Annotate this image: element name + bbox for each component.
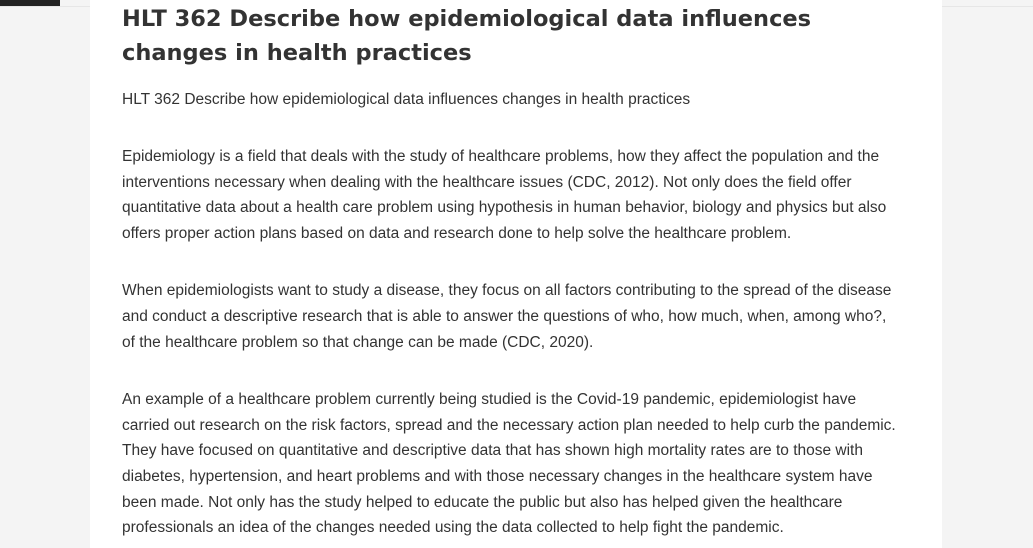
article-card — [90, 0, 942, 548]
article-paragraph-2: When epidemiologists want to study a disease, they focus on all factors contributing to the spread of the disease and conduct a descriptive research that is able to answer the questions of who, how much, when, among who?, of the healthcare problem so that change can be made (CDC, 2020). — [122, 282, 892, 351]
header-tab-indicator — [0, 0, 60, 6]
article-title: HLT 362 Describe how epidemiological data influences changes in health practices — [122, 6, 812, 66]
article-paragraph-3: An example of a healthcare problem currently being studied is the Covid-19 pandemic, epidemiologist have carried out research on the risk factors, spread and the necessary action plan needed to help curb the pandemic. They have focused on quantitative and descriptive data that has shown high mortality rates are to those with diabetes, hypertension, and heart problems and with those necessary changes in the healthcare system have been made. Not only has the study helped to educate the public but also has helped given the healthcare professionals an idea of the changes needed using the data collected to help fight the pandemic. — [122, 391, 896, 537]
article-subtitle: HLT 362 Describe how epidemiological data influences changes in health practices — [122, 91, 691, 108]
article-paragraph-1: Epidemiology is a field that deals with the study of healthcare problems, how they affect the population and the interventions necessary when dealing with the healthcare issues (CDC, 2012). Not only does the field offer quantitative data about a health care problem using hypothesis in human behavior, biology and physics but also offers proper action plans based on data and research done to help solve the healthcare problem. — [122, 148, 887, 242]
article-content — [122, 0, 902, 541]
